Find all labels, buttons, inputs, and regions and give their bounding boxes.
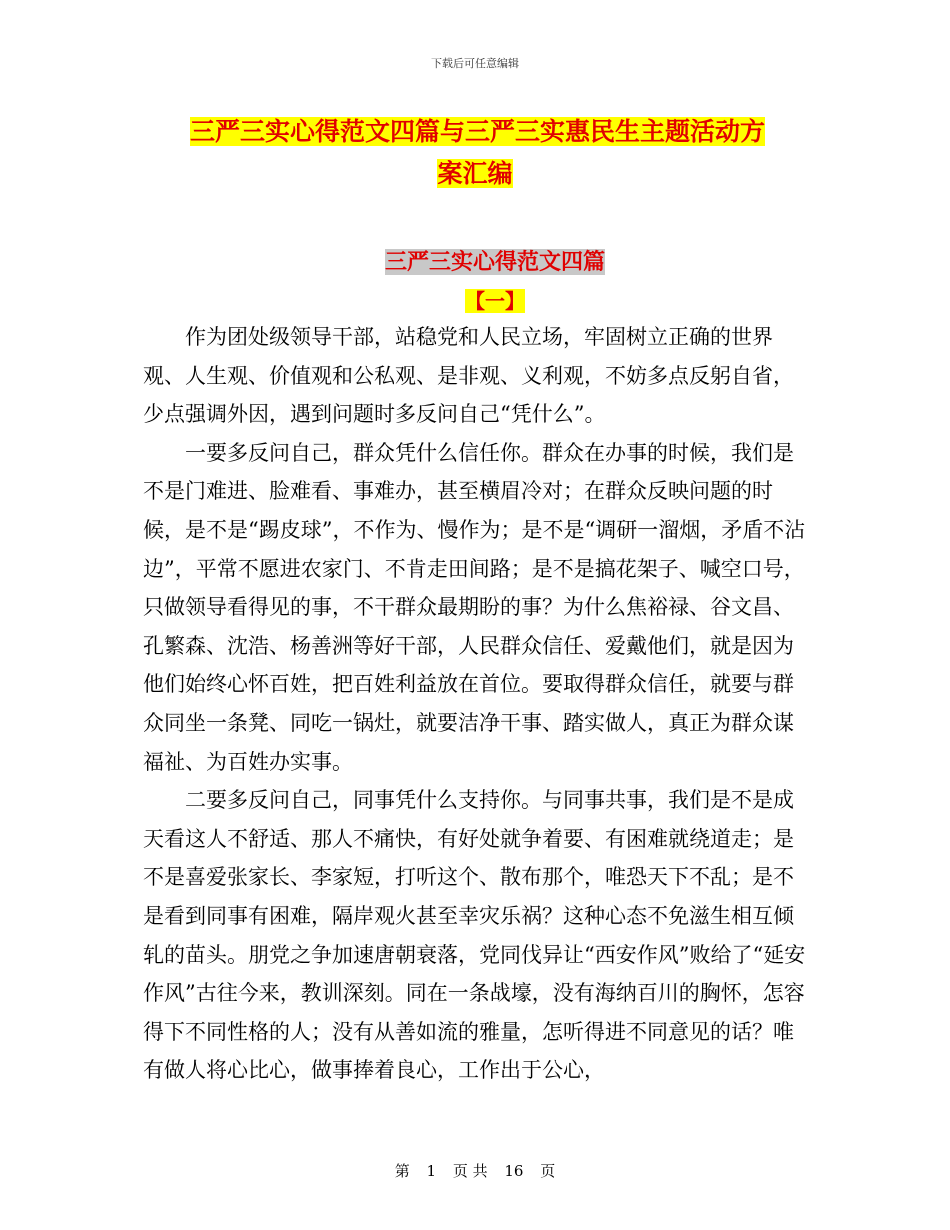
footer-page-number: 1 (426, 1162, 437, 1180)
paragraph: 二要多反问自己，同事凭什么支持你。与同事共事，我们是不是成天看这人不舒适、那人不痛快，有好处就争着要、有困难就绕道走；是不是喜爱张家长、李家短，打听这个、散布那个，唯恐天下不乱；是不是看到同事有困难，隔岸观火甚至幸灾乐祸？这种心态不免滋生相互倾轧的苗头。朋党之争加速唐朝衰落，党同伐异让“西安作风”败给了“延安作风”古往今来，教训深刻。同在一条战壕，没有海纳百川的胸怀，怎容得下不同性格的人；没有从善如流的雅量，怎听得进不同意见的话？唯有做人将心比心，做事捧着良心，工作出于公心， (143, 788, 806, 1083)
title-text-2: 案汇编 (437, 159, 513, 188)
footer-mid: 页 共 (452, 1162, 488, 1180)
section-heading-text: 三严三实心得范文四篇 (384, 249, 605, 275)
section-heading (0, 245, 950, 276)
section-number-text: 【一】 (465, 289, 525, 313)
section-number (0, 285, 950, 314)
page-footer (0, 1160, 950, 1181)
paragraph: 作为团处级领导干部，站稳党和人民立场，牢固树立正确的世界观、人生观、价值观和公私观、是非观、义利观，不妨多点反躬自省，少点强调外因，遇到问题时多反问自己“凭什么”。 (143, 325, 794, 427)
body-text (143, 318, 813, 1090)
footer-suffix: 页 (540, 1162, 556, 1180)
header-note: 下载后可任意编辑 (431, 57, 519, 70)
document-title-line-1 (190, 113, 810, 151)
paragraph: 一要多反问自己，群众凭什么信任你。群众在办事的时候，我们是不是门难进、脸难看、事难办，甚至横眉冷对；在群众反映问题的时候，是不是“踢皮球”，不作为、慢作为；是不是“调研一溜烟，矛盾不沾边”，平常不愿进农家门、不肯走田间路；是不是搞花架子、喊空口号，只做领导看得见的事，不干群众最期盼的事？为什么焦裕禄、谷文昌、孔繁森、沈浩、杨善洲等好干部，人民群众信任、爱戴他们，就是因为他们始终心怀百姓，把百姓利益放在首位。要取得群众信任，就要与群众同坐一条凳、同吃一锅灶，就要洁净干事、踏实做人，真正为群众谋福祉、为百姓办实事。 (143, 440, 806, 774)
document-title-line-2 (395, 155, 555, 193)
footer-prefix: 第 (394, 1162, 410, 1180)
footer-total-pages: 16 (504, 1162, 524, 1180)
title-text-1: 三严三实心得范文四篇与三严三实惠民生主题活动方 (190, 117, 766, 146)
